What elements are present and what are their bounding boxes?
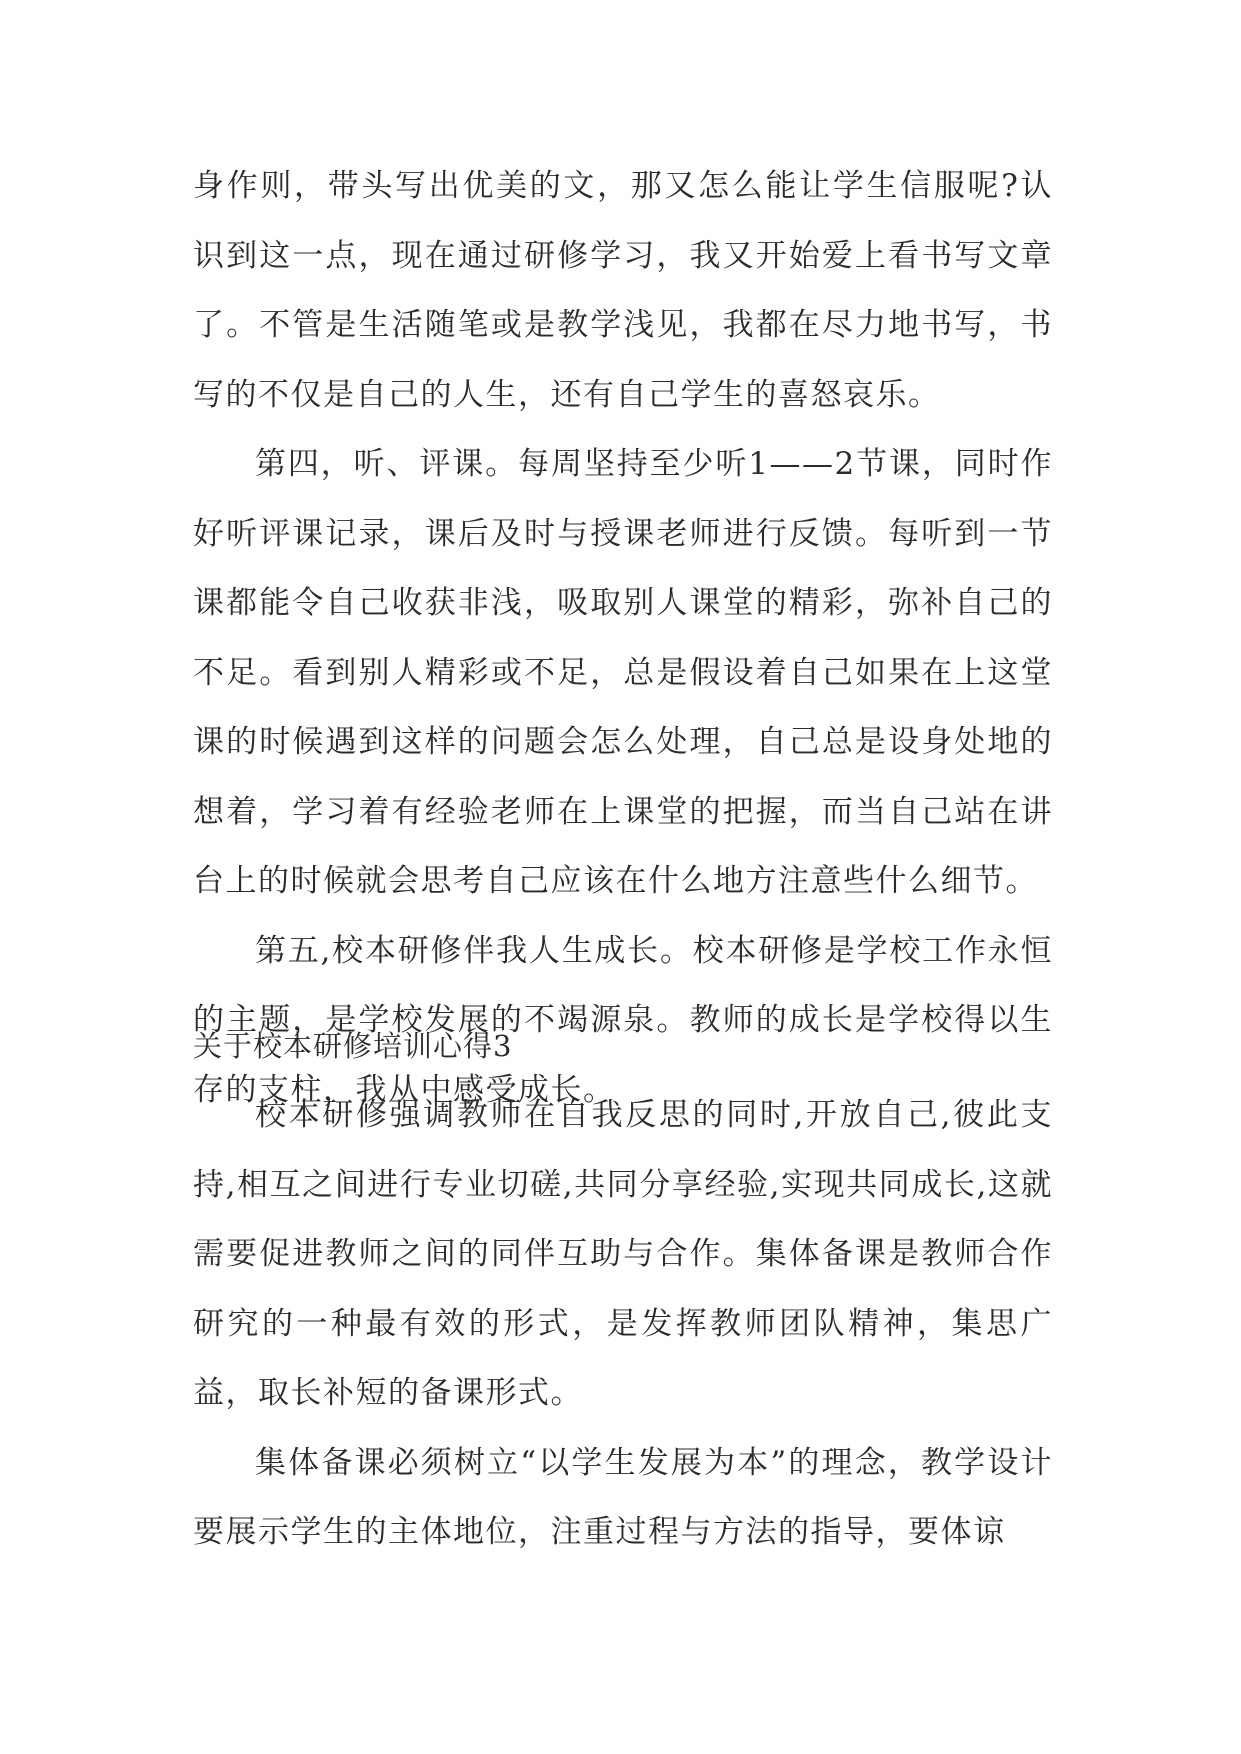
section-heading: 关于校本研修培训心得3 — [193, 1029, 513, 1063]
paragraph-continuation: 身作则，带头写出优美的文，那又怎么能让学生信服呢?认识到这一点，现在通过研修学习，我又开始爱上看书写文章了。不管是生活随笔或是教学浅见，我都在尽力地书写，书写的不仅是自己的人生，还有自己学生的喜怒哀乐。 — [193, 168, 1053, 413]
paragraph-fourth-point: 第四，听、评课。每周坚持至少听1——2节课，同时作好听评课记录，课后及时与授课老师进行反馈。每听到一节课都能令自己收获非浅，吸取别人课堂的精彩，弥补自己的不足。看到别人精彩或不足，总是假设着自己如果在上这堂课的时候遇到这样的问题会怎么处理，自己总是设身处地的想着，学习着有经验老师在上课堂的把握，而当自己站在讲台上的时候就会思考自己应该在什么地方注意些什么细节。 — [193, 446, 1053, 899]
paragraph-peer-collaboration: 校本研修强调教师在自我反思的同时,开放自己,彼此支持,相互之间进行专业切磋,共同分享经验,实现共同成长,这就需要促进教师之间的同伴互助与合作。集体备课是教师合作研究的一种最有效的形式，是发挥教师团队精神，集思广益，取长补短的备课形式。 — [193, 1097, 1053, 1411]
text-section-1 — [193, 152, 1053, 1125]
text-section-2 — [193, 1081, 1053, 1568]
paragraph-collective-lesson-prep: 集体备课必须树立“以学生发展为本”的理念，教学设计要展示学生的主体地位，注重过程与方法的指导，要体谅 — [193, 1444, 1053, 1550]
paragraph-fifth-point: 第五,校本研修伴我人生成长。校本研修是学校工作永恒的主题，是学校发展的不竭源泉。教师的成长是学校得以生存的支柱，我从中感受成长。 — [193, 932, 1053, 1108]
